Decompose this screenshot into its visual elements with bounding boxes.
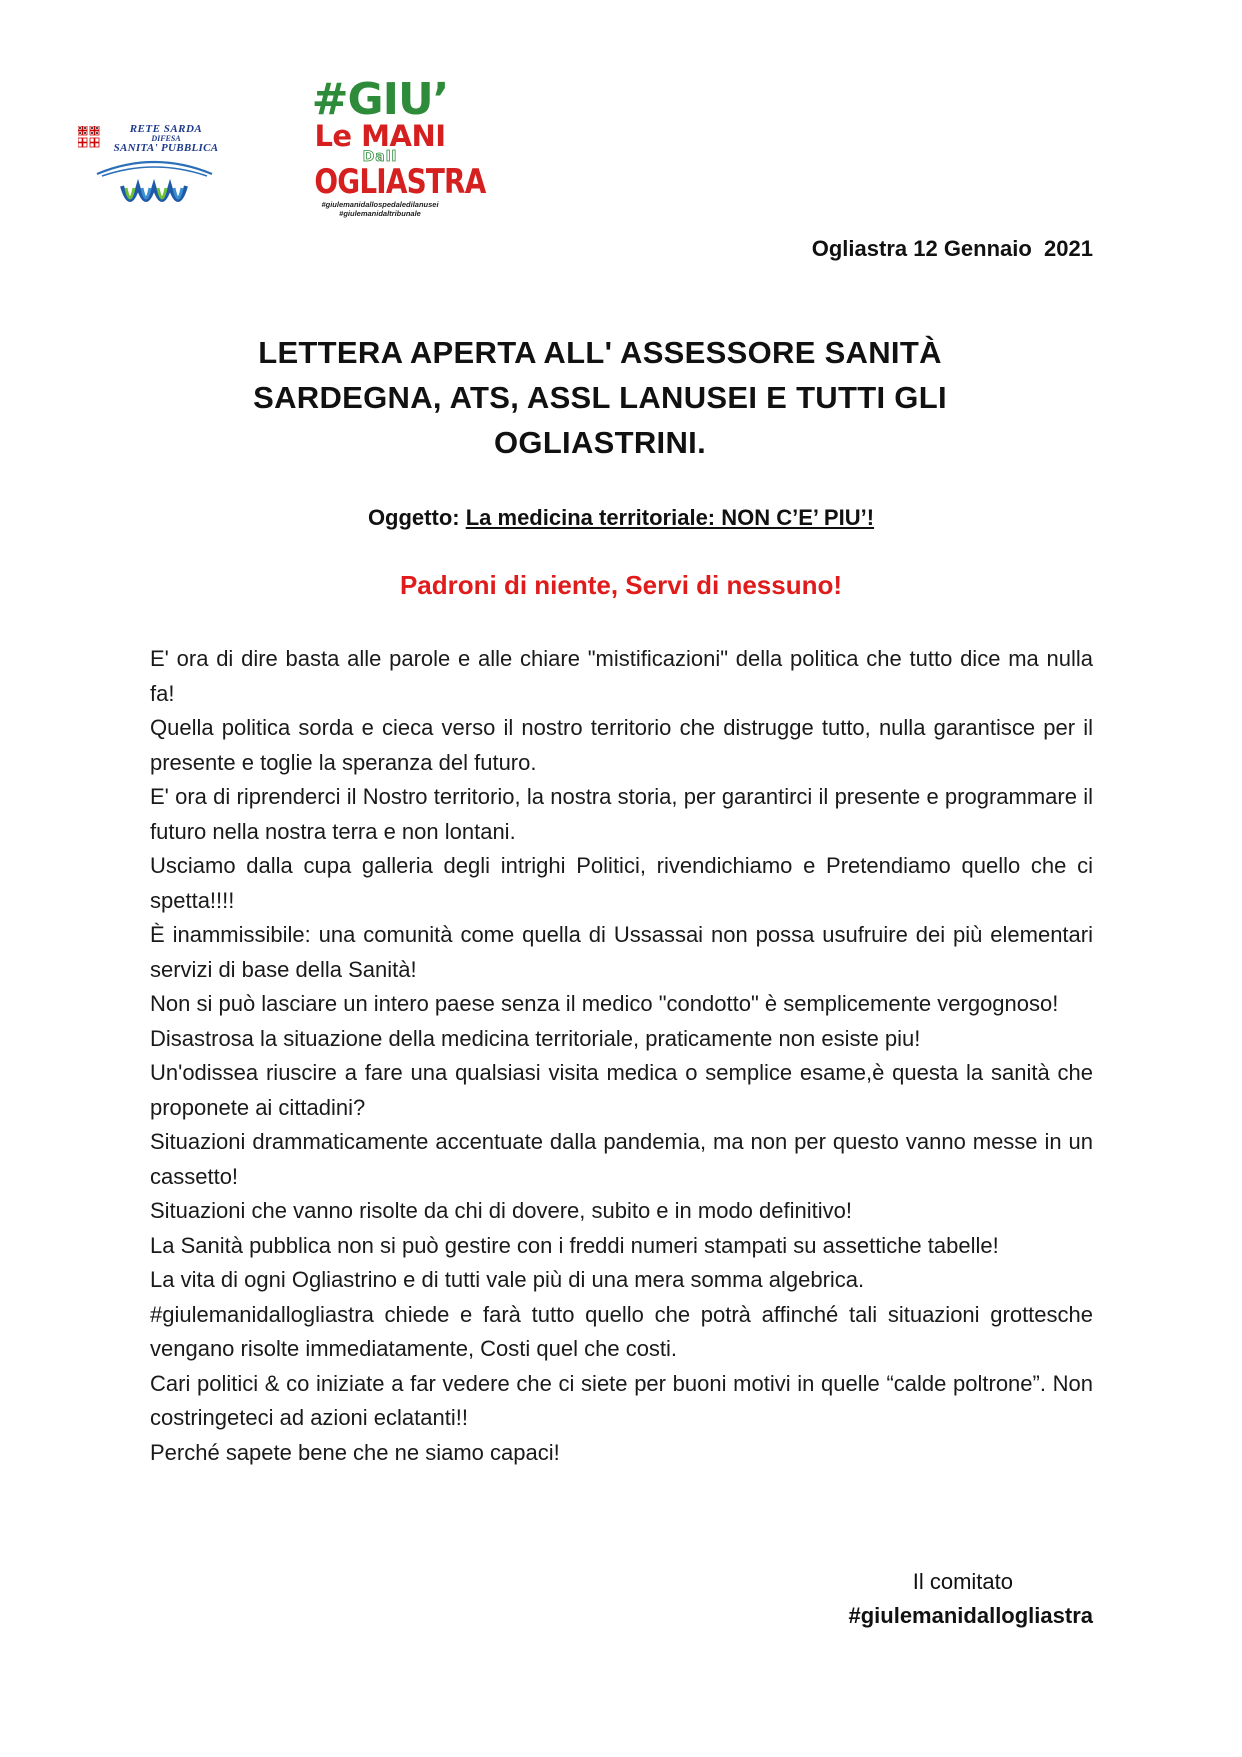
- body-paragraph: Situazioni drammaticamente accentuate dalla pandemia, ma non per questo vanno messe in un cassetto!: [150, 1129, 1093, 1189]
- body-paragraph: Perché sapete bene che ne siamo capaci!: [150, 1439, 560, 1465]
- logo-hashtag: #GIU’: [311, 74, 449, 125]
- letter-date: Ogliastra 12 Gennaio 2021: [811, 236, 1093, 261]
- body-paragraph: Situazioni che vanno risolte da chi di dovere, subito e in modo definitivo!: [150, 1198, 852, 1223]
- letter-subject: [0, 505, 1242, 531]
- logo-ogliastra: OGLIASTRA: [314, 162, 486, 202]
- rete-line-3: SANITA' PUBBLICA: [113, 142, 219, 154]
- title-line: SARDEGNA, ATS, ASSL LANUSEI E TUTTI GLI: [253, 380, 947, 415]
- letter-title: [200, 330, 1000, 465]
- body-paragraph: La Sanità pubblica non si può gestire con i freddi numeri stampati su assettiche tabelle!: [150, 1232, 999, 1258]
- body-paragraph: E' ora di riprenderci il Nostro territorio, la nostra storia, per garantirci il presente e programmare il futuro nella nostra terra e non lontani.: [150, 784, 1093, 844]
- letter-motto: Padroni di niente, Servi di nessuno!: [399, 570, 843, 600]
- body-paragraph: Un'odissea riuscire a fare una qualsiasi visita medica o semplice esame,è questa la sanità che proponete ai cittadini?: [150, 1060, 1093, 1120]
- body-paragraph: #giulemanidallogliastra chiede e farà tutto quello che potrà affinché tali situazioni grottesche vengano risolte immediatamente, Costi quel che costi.: [150, 1301, 1093, 1361]
- body-paragraph: Cari politici & co iniziate a far vedere che ci siete per buoni motivi in quelle “calde poltrone”. Non costringeteci ad azioni eclatanti!!: [150, 1370, 1093, 1430]
- title-line: OGLIASTRINI.: [494, 425, 706, 460]
- body-paragraph: Non si può lasciare un intero paese senza il medico "condotto" è semplicemente vergognoso!: [150, 991, 1059, 1016]
- body-paragraph: E' ora di dire basta alle parole e alle chiare "mistificazioni" della politica che tutto dice ma nulla fa!: [150, 646, 1093, 706]
- logo-tag-2: #giulemanidaltribunale: [339, 209, 421, 218]
- signature-committee: Il comitato: [912, 1569, 1013, 1594]
- rete-arcs-icon: [92, 156, 217, 218]
- subject-text: La medicina territoriale: NON C’E’ PIU’!: [465, 505, 875, 530]
- rete-sarda-logo: [78, 118, 223, 218]
- body-paragraph: È inammissibile: una comunità come quella di Ussassai non possa usufruire dei più elementari servizi di base della Sanità!: [150, 922, 1093, 982]
- rete-sarda-wordmark: [106, 124, 226, 154]
- logo-dall: Dall: [362, 149, 398, 165]
- giu-le-mani-logo: [300, 74, 486, 228]
- letter-body: [150, 642, 1093, 1470]
- logo-le-mani: Le MANI: [314, 119, 446, 153]
- rete-line-1: RETE SARDA: [129, 123, 203, 135]
- logo-tag-1: #giulemanidallospedaledilanusei: [321, 200, 439, 209]
- signature-hashtag: #giulemanidallogliastra: [848, 1603, 1093, 1628]
- body-paragraph: La vita di ogni Ogliastrino e di tutti vale più di una mera somma algebrica.: [150, 1267, 865, 1292]
- subject-label: Oggetto:: [367, 505, 460, 530]
- letter-signature: [848, 1565, 1093, 1633]
- body-paragraph: Usciamo dalla cupa galleria degli intrighi Politici, rivendichiamo e Pretendiamo quello che ci spetta!!!!: [150, 853, 1093, 913]
- body-paragraph: Quella politica sorda e cieca verso il nostro territorio che distrugge tutto, nulla garantisce per il presente e toglie la speranza del futuro.: [150, 715, 1093, 775]
- body-paragraph: Disastrosa la situazione della medicina territoriale, praticamente non esiste piu!: [150, 1025, 921, 1051]
- rete-line-2: DIFESA: [151, 134, 181, 143]
- title-line: LETTERA APERTA ALL' ASSESSORE SANITÀ: [258, 335, 942, 370]
